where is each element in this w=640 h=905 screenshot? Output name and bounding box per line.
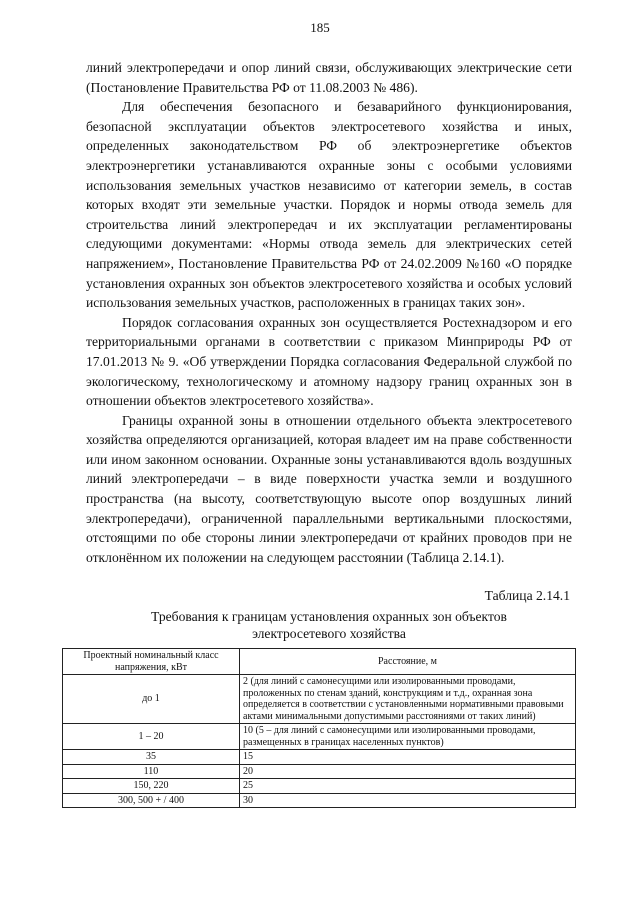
paragraph-protection-zones: Для обеспечения безопасного и безаварийного функционирования, безопасной эксплуатации объектов электросетевого хозяйства и иных, определенных законодательством РФ об электроэнергетике объектов электроэнергетики устанавливаются охранные зоны с особыми условиями использования земельных участков независимо от категории земель, в состав которых входят эти земельные участки. Порядок и нормы отвода земель для строительства линий электропередач и их эксплуатации регламентированы следующими документами: «Нормы отвода земель для электрических сетей напряжением», Постановление Правительства РФ от 24.02.2009 №160 «О порядке установления охранных зон объектов электросетевого хозяйства и особых условий использования земельных участков, расположенных в границах таких зон». — [86, 99, 572, 311]
table-row — [63, 724, 576, 750]
table-title-line-1: Требования к границам установления охранных зон объектов — [151, 609, 507, 624]
cell-voltage: 110 — [63, 764, 240, 779]
cell-voltage: 150, 220 — [63, 779, 240, 794]
table-row — [63, 675, 576, 724]
paragraph-approval-procedure: Порядок согласования охранных зон осуществляется Ростехнадзором и его территориальными органами в соответствии с приказом Минприроды РФ от 17.01.2013 № 9. «Об утверждении Порядка согласования Федеральной службой по экологическому, технологическому и атомному надзору границ охранных зон в отношении объектов электросетевого хозяйства». — [86, 314, 572, 409]
table-header-row — [63, 649, 576, 675]
body-text — [86, 58, 572, 567]
cell-distance: 20 — [240, 764, 576, 779]
table-title — [86, 608, 572, 642]
table-label: Таблица 2.14.1 — [484, 588, 570, 603]
cell-distance: 30 — [240, 793, 576, 808]
table-row — [63, 750, 576, 765]
cell-voltage: 35 — [63, 750, 240, 765]
requirements-table — [62, 648, 576, 808]
paragraph-zone-boundaries: Границы охранной зоны в отношении отдельного объекта электросетевого хозяйства определяются организацией, которая владеет им на праве собственности или ином законном основании. Охранные зоны устанавливаются вдоль воздушных линий электропередачи – в виде поверхности участка земли и воздушного пространства (на высоту, соответствующую высоте опор воздушных линий электропередачи), ограниченной параллельными вертикальными плоскостями, отстоящими по обе стороны линии электропередачи от крайних проводов при не отклонённом их положении на следующем расстоянии (Таблица 2.14.1). — [86, 412, 572, 565]
cell-distance: 2 (для линий с самонесущими или изолированными проводами, проложенных по стенам зданий, конструкциям и т.д., охранная зона определяется в соответствии с установленными нормативными правовыми актами минимальными допустимыми расстояниями от таких линий) — [240, 675, 576, 724]
table-row — [63, 779, 576, 794]
cell-voltage: 1 – 20 — [63, 724, 240, 750]
table-row — [63, 793, 576, 808]
header-distance: Расстояние, м — [240, 649, 576, 675]
table-title-line-2: электросетевого хозяйства — [252, 626, 406, 641]
paragraph-continuation: линий электропередачи и опор линий связи, обслуживающих электрические сети (Постановление Правительства РФ от 11.08.2003 № 486). — [86, 60, 572, 95]
page-number: 185 — [310, 20, 330, 35]
cell-distance: 25 — [240, 779, 576, 794]
cell-voltage: до 1 — [63, 675, 240, 724]
table-row — [63, 764, 576, 779]
cell-distance: 15 — [240, 750, 576, 765]
header-voltage-class: Проектный номинальный класс напряжения, кВт — [63, 649, 240, 675]
cell-distance: 10 (5 – для линий с самонесущими или изолированными проводами, размещенных в границах населенных пунктов) — [240, 724, 576, 750]
cell-voltage: 300, 500 + / 400 — [63, 793, 240, 808]
